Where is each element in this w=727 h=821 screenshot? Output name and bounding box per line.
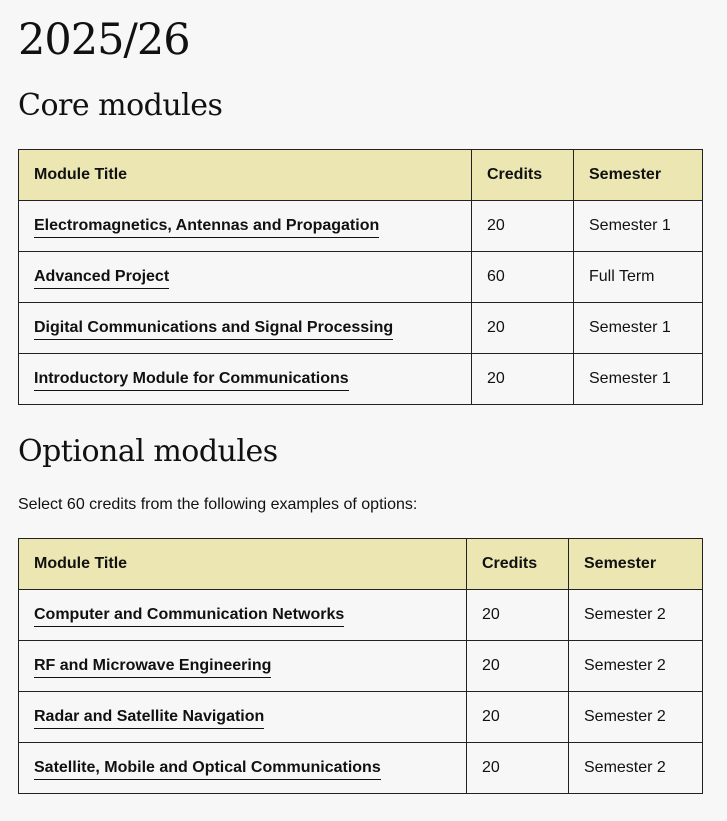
module-title-cell: [19, 354, 472, 405]
table-header-row: [19, 150, 703, 201]
semester-cell: Semester 1: [574, 354, 703, 405]
table-row: [19, 692, 703, 743]
credits-cell: 20: [472, 201, 574, 252]
module-title-cell: [19, 743, 467, 794]
column-header-credits: Credits: [467, 539, 569, 590]
module-title-cell: [19, 692, 467, 743]
table-row: [19, 590, 703, 641]
module-link[interactable]: Electromagnetics, Antennas and Propagation: [34, 217, 379, 238]
table-row: [19, 252, 703, 303]
module-link[interactable]: Introductory Module for Communications: [34, 370, 349, 391]
column-header-module-title: Module Title: [19, 150, 472, 201]
optional-modules-table: [18, 538, 703, 794]
credits-cell: 20: [472, 303, 574, 354]
module-title-cell: [19, 641, 467, 692]
core-modules-table: [18, 149, 703, 405]
module-link[interactable]: Digital Communications and Signal Processing: [34, 319, 393, 340]
semester-cell: Semester 2: [569, 743, 703, 794]
semester-cell: Semester 2: [569, 692, 703, 743]
column-header-module-title: Module Title: [19, 539, 467, 590]
column-header-semester: Semester: [569, 539, 703, 590]
column-header-semester: Semester: [574, 150, 703, 201]
column-header-credits: Credits: [472, 150, 574, 201]
semester-cell: Semester 2: [569, 590, 703, 641]
table-row: [19, 201, 703, 252]
module-title-cell: [19, 201, 472, 252]
table-header-row: [19, 539, 703, 590]
module-link[interactable]: Computer and Communication Networks: [34, 606, 344, 627]
credits-cell: 60: [472, 252, 574, 303]
module-link[interactable]: Radar and Satellite Navigation: [34, 708, 264, 729]
table-row: [19, 743, 703, 794]
credits-cell: 20: [467, 692, 569, 743]
credits-cell: 20: [467, 590, 569, 641]
year-heading: 2025/26: [18, 15, 190, 65]
semester-cell: Semester 2: [569, 641, 703, 692]
core-modules-heading: Core modules: [18, 88, 223, 123]
module-link[interactable]: Satellite, Mobile and Optical Communications: [34, 759, 381, 780]
semester-cell: Full Term: [574, 252, 703, 303]
optional-modules-heading: Optional modules: [18, 434, 278, 469]
semester-cell: Semester 1: [574, 201, 703, 252]
table-row: [19, 303, 703, 354]
table-row: [19, 354, 703, 405]
module-title-cell: [19, 303, 472, 354]
semester-cell: Semester 1: [574, 303, 703, 354]
module-link[interactable]: Advanced Project: [34, 268, 169, 289]
credits-cell: 20: [472, 354, 574, 405]
credits-cell: 20: [467, 641, 569, 692]
module-title-cell: [19, 252, 472, 303]
module-title-cell: [19, 590, 467, 641]
optional-modules-intro: Select 60 credits from the following examples of options:: [18, 496, 418, 513]
table-row: [19, 641, 703, 692]
module-link[interactable]: RF and Microwave Engineering: [34, 657, 271, 678]
credits-cell: 20: [467, 743, 569, 794]
